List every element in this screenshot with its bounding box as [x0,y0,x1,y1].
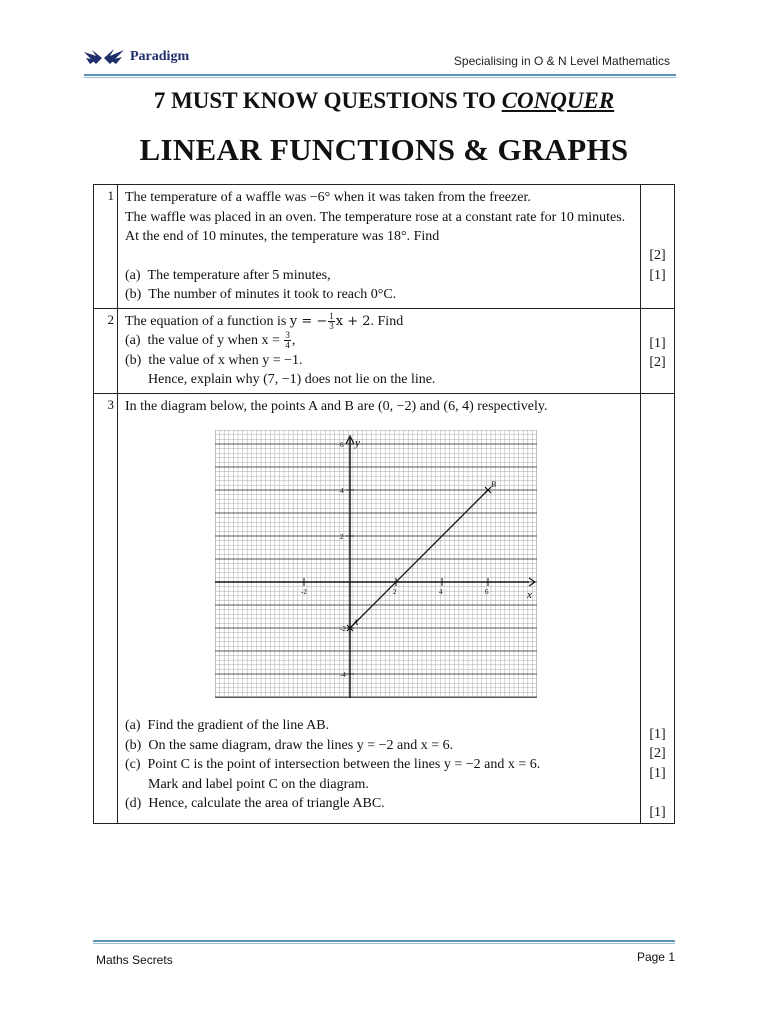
question-number: 3 [94,393,118,824]
q1-stem-1: The temperature of a waffle was −6° when it was taken from the freezer. [125,190,531,205]
title-line-1 [0,88,768,114]
question-number: 2 [94,308,118,393]
marks-label: [1] [649,726,666,742]
point-label-A: A [353,618,358,627]
q3-part-b: (b) On the same diagram, draw the lines y = −2 and x = 6. [125,737,454,753]
point-label-B: B [491,480,496,489]
marks-label: [1] [649,335,666,351]
question-1-row [94,185,675,309]
q2-part-b: (b) the value of x when y = −1. [125,352,303,368]
marks-label: [2] [649,746,666,761]
q3-part-c: (c) Point C is the point of intersection between the lines y = −2 and x = 6. [125,757,541,772]
footer-left: Maths Secrets [96,953,173,967]
marks-label: [2] [649,355,666,370]
x-axis-label: x [527,589,532,601]
coordinate-graph [215,430,537,698]
marks-label: [2] [649,248,666,263]
y-tick-label: -4 [340,671,346,679]
marks-label: [1] [649,804,666,820]
fraction: $\frac{1}{3}$ [329,310,334,331]
q2-part-a: (a) the value of y when x = $\frac{3}{4}$ , [125,330,296,351]
page-number: Page 1 [636,950,675,964]
title-line-2: LINEAR FUNCTIONS & GRAPHS [139,132,629,167]
question-2-row [94,308,675,393]
header-rule-thin [84,77,676,78]
wings-icon [82,46,126,68]
header-tagline: Specialising in O & N Level Mathematics [453,54,670,68]
y-tick-label: 4 [340,487,344,495]
questions-table [93,184,675,824]
footer-rule [93,940,675,942]
marks-label: [1] [649,267,666,283]
y-tick-label: -2 [340,625,346,633]
header-rule [84,74,676,76]
x-tick-label: -2 [301,588,307,596]
y-tick-label: 6 [340,441,344,449]
q2-part-b-follow: Hence, explain why (7, −1) does not lie on the line. [148,372,436,387]
q3-part-c-follow: Mark and label point C on the diagram. [148,776,369,792]
x-tick-label: 6 [485,588,489,596]
q1-marks [641,185,675,309]
q1-part-b: (b) The number of minutes it took to reach 0°C. [125,287,397,302]
y-axis-label: y [355,437,360,449]
brand-logo [82,44,189,70]
q3-marks [641,393,675,824]
title-prefix: 7 MUST KNOW QUESTIONS TO [153,88,502,113]
x-tick-label: 4 [439,588,443,596]
footer-rule-thin [93,943,675,944]
marks-label: [1] [649,765,666,781]
question-1-body [118,185,641,309]
question-3-body [118,393,641,824]
y-tick-label: 2 [340,533,344,541]
q1-stem-2: The waffle was placed in an oven. The temperature rose at a constant rate for 10 minutes. At the end of 10 minutes, the temperature was 18°. Find [125,209,626,244]
question-2-body [118,308,641,393]
q3-part-a: (a) Find the gradient of the line AB. [125,718,330,733]
question-3-row [94,393,675,824]
q3-stem: In the diagram below, the points A and B are (0, −2) and (6, 4) respectively. [125,398,548,414]
q1-part-a: (a) The temperature after 5 minutes, [125,267,331,283]
x-tick-label: 2 [393,588,397,596]
fraction: $\frac{3}{4}$ [285,330,290,351]
question-number: 1 [94,185,118,309]
q2-stem: The equation of a function is y = − $\frac{1}{3}$ x + 2. Find [125,310,404,331]
q3-part-d: (d) Hence, calculate the area of triangle ABC. [125,796,385,811]
title-emphasis: CONQUER [501,88,615,113]
page-header [82,44,676,78]
q2-marks [641,308,675,393]
brand-name: Paradigm [130,49,190,64]
